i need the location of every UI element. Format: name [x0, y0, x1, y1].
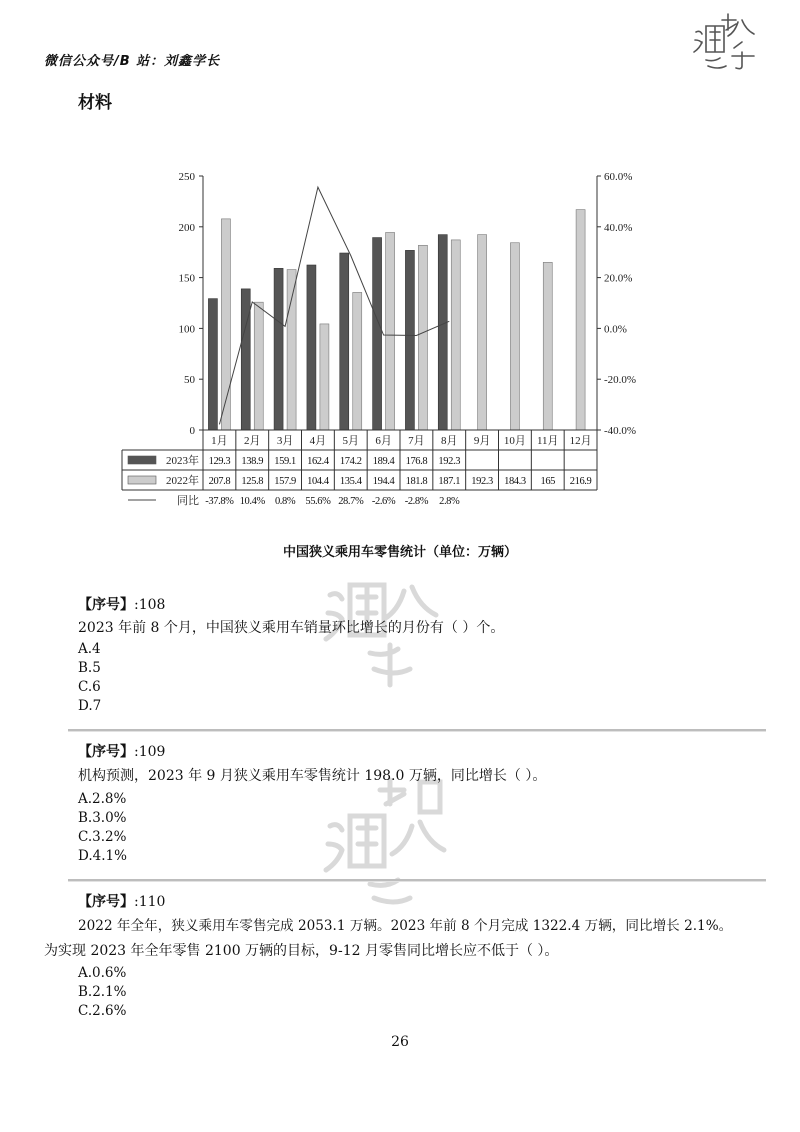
x-tick-label: 1月: [211, 435, 228, 447]
question-109-stem: 机构预测，2023 年 9 月狭义乘用车零售统计 198.0 万辆，同比增长（ ）。: [78, 768, 547, 784]
question-108-option-a[interactable]: A.4: [78, 641, 101, 657]
x-tick-label: 12月: [569, 435, 592, 447]
data-label: 162.4: [307, 456, 329, 467]
bar-2023: [274, 268, 283, 430]
y-tick-label: 0: [189, 425, 195, 437]
question-109-option-a[interactable]: A.2.8%: [78, 791, 127, 807]
header-note: 微信公众号/B 站：刘鑫学长: [44, 54, 221, 69]
data-label: 174.2: [339, 456, 362, 467]
data-label: 138.9: [241, 456, 264, 467]
data-label: 55.6%: [305, 496, 331, 507]
data-label: -2.8%: [404, 496, 429, 507]
x-tick-label: 3月: [276, 435, 294, 447]
legend-label: 同比: [177, 495, 199, 507]
x-tick-label: 9月: [473, 435, 491, 447]
question-108-option-d[interactable]: D.7: [78, 698, 102, 714]
bar-2023: [307, 265, 316, 430]
question-109-option-d[interactable]: D.4.1%: [78, 848, 127, 864]
data-label: 0.8%: [274, 496, 296, 507]
data-label: 129.3: [208, 456, 231, 467]
y2-tick-label: -40.0%: [604, 425, 637, 437]
x-tick-label: 4月: [309, 435, 327, 447]
question-108-option-c[interactable]: C.6: [78, 679, 101, 695]
bar-2022: [543, 262, 552, 430]
bar-2022: [451, 240, 460, 430]
y2-tick-label: 0.0%: [604, 323, 627, 336]
bar-2022: [254, 302, 263, 430]
y-tick-label: 250: [178, 171, 195, 183]
bar-2023: [208, 299, 217, 430]
data-label: 28.7%: [338, 496, 364, 507]
data-label: 159.1: [274, 456, 296, 467]
page-number: 26: [391, 1034, 409, 1050]
retail-chart: [120, 165, 680, 525]
bar-2022: [353, 292, 362, 430]
data-label: -2.6%: [371, 496, 396, 507]
question-110-stem-line2: 为实现 2023 年全年零售 2100 万辆的目标，9-12 月零售同比增长应不低于（ ）。: [44, 943, 559, 959]
bar-2023: [373, 238, 382, 430]
data-label: 135.4: [339, 476, 362, 487]
question-110-stem-line1: 2022 年全年，狭义乘用车零售完成 2053.1 万辆。2023 年前 8 个月完成 1322.4 万辆，同比增长 2.1%。: [78, 918, 733, 934]
data-label: 216.9: [569, 476, 592, 487]
divider: [68, 729, 766, 732]
y2-tick-label: 40.0%: [604, 221, 633, 234]
question-110-label: 【序号】:110: [78, 894, 166, 910]
x-tick-label: 10月: [503, 435, 526, 447]
bar-2022: [320, 324, 329, 430]
y2-tick-label: 60.0%: [604, 171, 633, 183]
bar-2022: [386, 232, 395, 430]
data-label: 207.8: [208, 476, 231, 487]
question-108-option-b[interactable]: B.5: [78, 660, 101, 676]
chart-title: 中国狭义乘用车零售统计（单位：万辆）: [282, 545, 517, 560]
y-tick-label: 50: [184, 374, 195, 387]
bar-2023: [438, 235, 447, 430]
data-label: 125.8: [241, 476, 264, 487]
bar-2022: [418, 245, 427, 430]
question-109-option-c[interactable]: C.3.2%: [78, 829, 127, 845]
x-tick-label: 11月: [536, 435, 559, 447]
yoy-line: [219, 187, 449, 424]
x-tick-label: 7月: [408, 435, 425, 447]
question-109-label: 【序号】:109: [78, 744, 166, 760]
y-tick-label: 150: [178, 272, 195, 285]
legend-label: 2022年: [166, 475, 199, 487]
watermark-logo: [320, 770, 470, 910]
bar-2022: [478, 235, 487, 430]
question-108-label: 【序号】:108: [78, 597, 166, 613]
section-title: 材料: [78, 93, 112, 113]
x-tick-label: 5月: [342, 435, 359, 447]
divider: [68, 879, 766, 882]
bar-2023: [241, 289, 250, 430]
y2-tick-label: -20.0%: [604, 374, 637, 387]
data-label: 189.4: [372, 456, 395, 467]
question-108-stem: 2023 年前 8 个月，中国狭义乘用车销量环比增长的月份有（ ）个。: [78, 620, 505, 636]
question-110-option-a[interactable]: A.0.6%: [78, 965, 127, 981]
data-label: 165: [540, 476, 556, 487]
data-label: 192.3: [438, 456, 461, 467]
bar-2022: [576, 210, 585, 430]
bar-2023: [405, 250, 414, 430]
x-tick-label: 8月: [441, 435, 458, 447]
y-tick-label: 200: [178, 221, 195, 234]
data-label: 176.8: [405, 456, 428, 467]
question-110-option-c[interactable]: C.2.6%: [78, 1003, 127, 1019]
question-110-option-b[interactable]: B.2.1%: [78, 984, 127, 1000]
question-109-option-b[interactable]: B.3.0%: [78, 810, 127, 826]
data-label: 184.3: [504, 476, 526, 487]
x-tick-label: 2月: [244, 435, 261, 447]
data-label: -37.8%: [205, 496, 234, 507]
data-label: 192.3: [471, 476, 493, 487]
data-label: 181.8: [405, 476, 428, 487]
bar-2022: [510, 243, 519, 430]
logo-stamp: [686, 8, 760, 78]
data-label: 194.4: [372, 476, 395, 487]
data-label: 10.4%: [239, 496, 265, 507]
bar-2023: [340, 253, 349, 430]
data-label: 157.9: [274, 476, 296, 487]
x-tick-label: 6月: [375, 435, 392, 447]
data-label: 2.8%: [439, 496, 460, 507]
data-label: 104.4: [307, 476, 329, 487]
data-label: 187.1: [438, 476, 461, 487]
legend-swatch: [128, 456, 156, 464]
y2-tick-label: 20.0%: [604, 272, 633, 285]
y-tick-label: 100: [178, 323, 195, 336]
bar-2022: [287, 270, 296, 430]
legend-swatch: [128, 476, 156, 484]
legend-label: 2023年: [166, 455, 199, 467]
